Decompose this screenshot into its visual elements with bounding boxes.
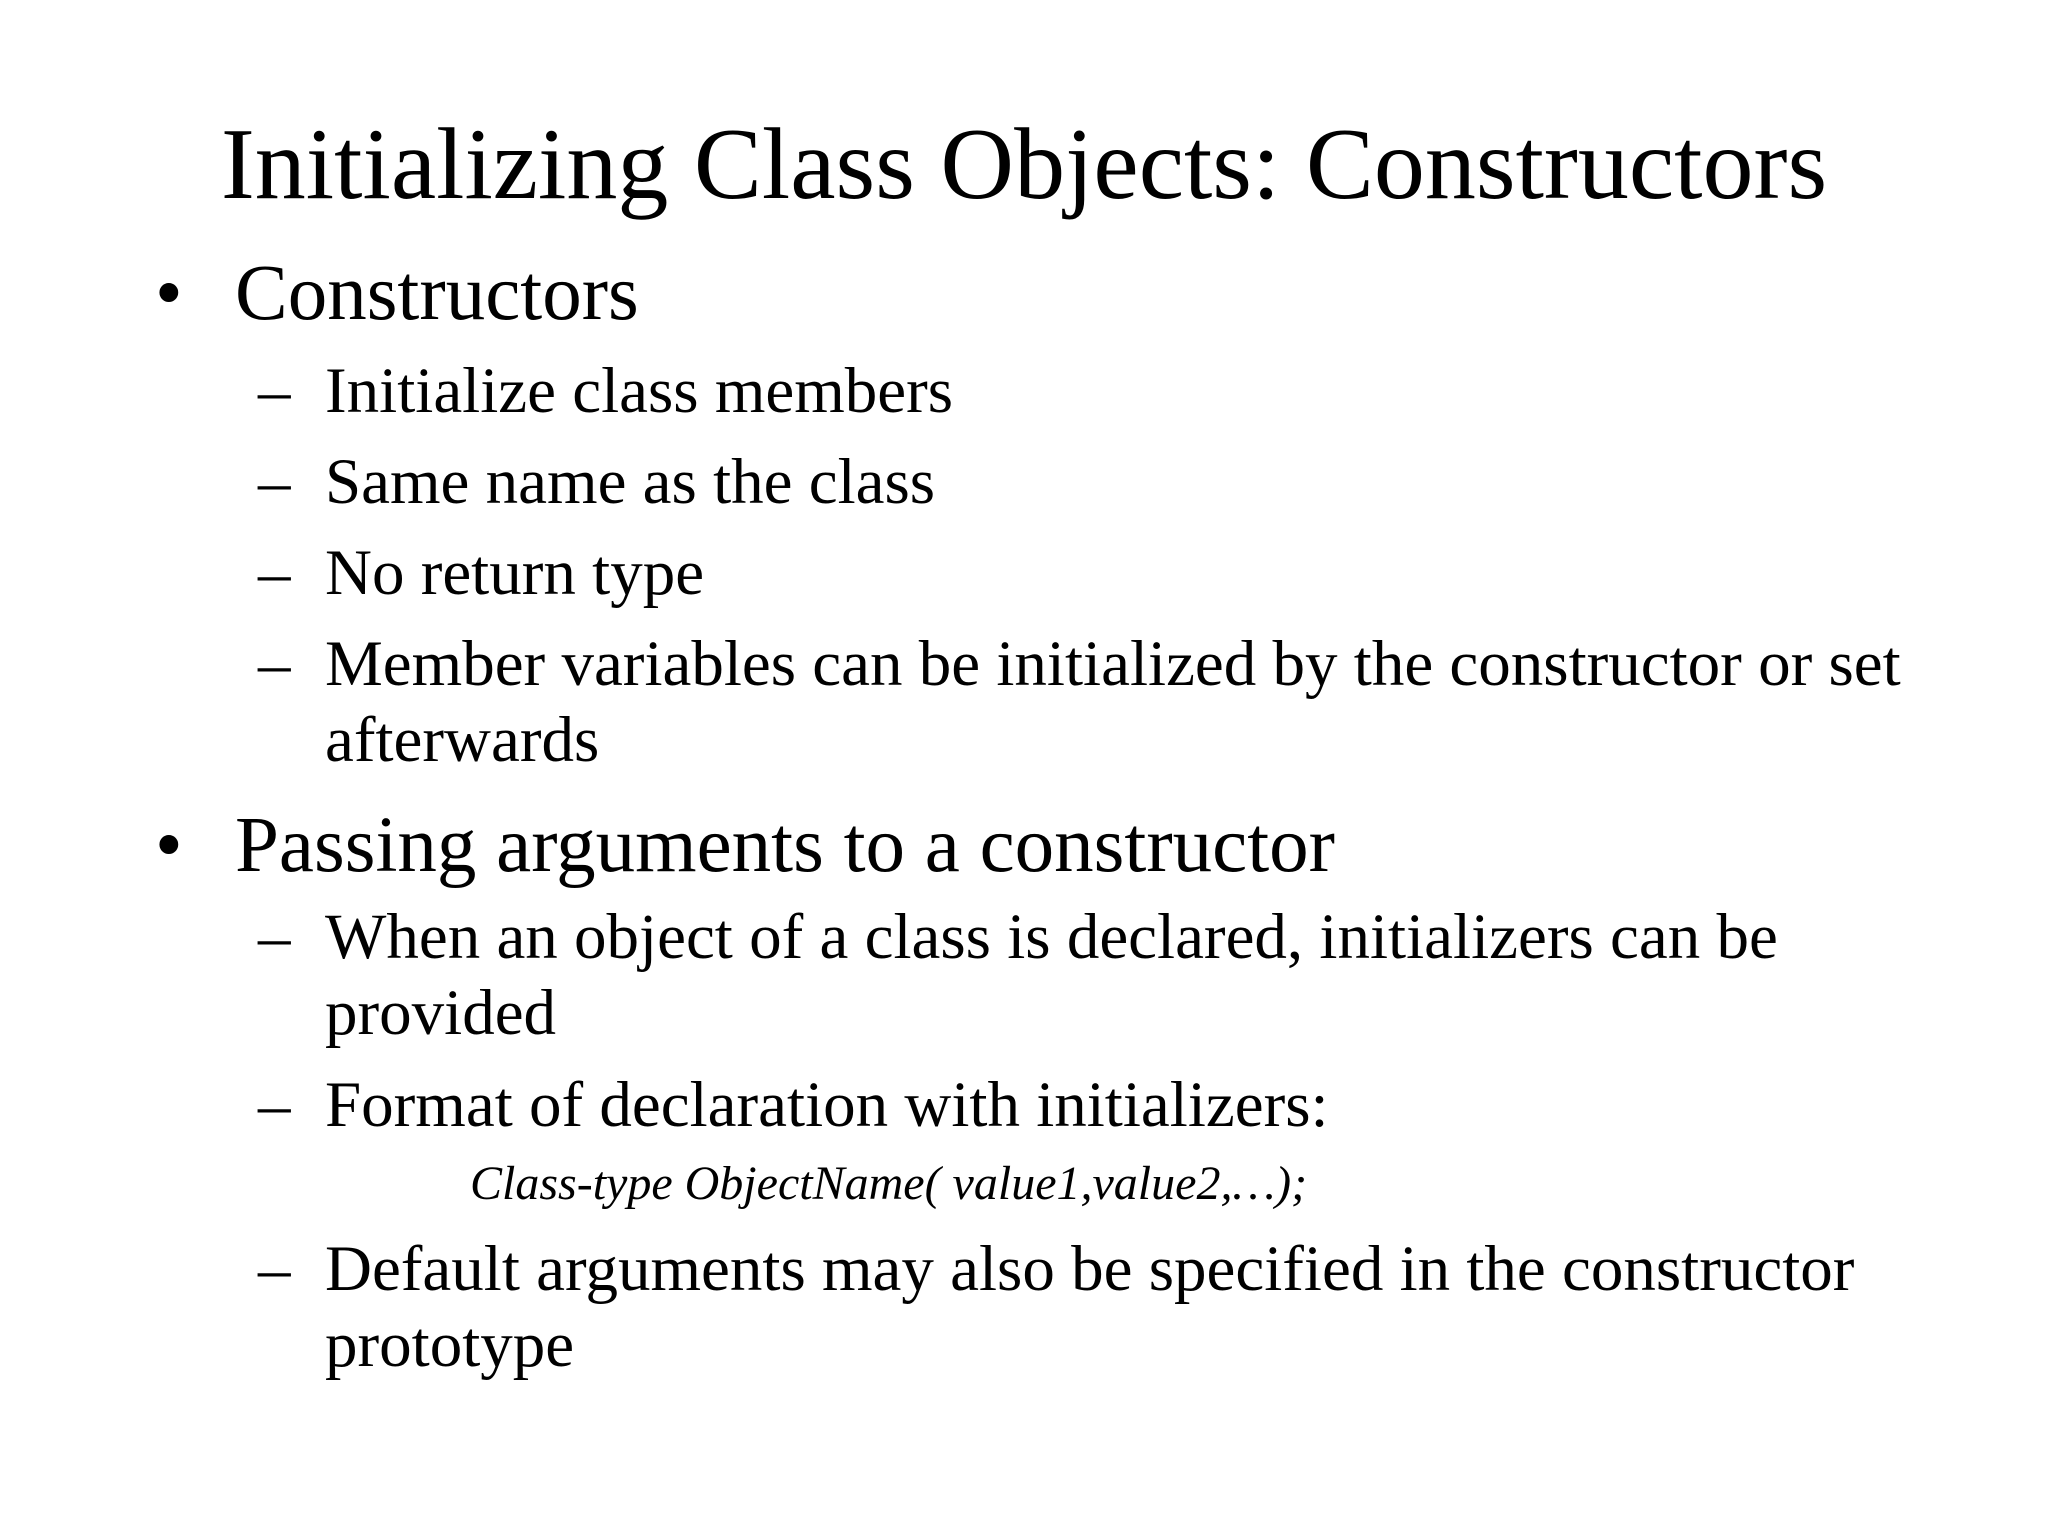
bullet-passing-arguments <box>155 800 1335 892</box>
bullet-dot-icon: • <box>155 250 183 337</box>
dash-icon: – <box>258 901 291 973</box>
sub-item <box>258 353 1978 429</box>
slide-title: Initializing Class Objects: Constructors <box>220 108 1828 221</box>
bullet-text: Constructors <box>235 250 639 337</box>
sub-item-text: No return type <box>325 537 705 609</box>
sub-item-text: When an object of a class is declared, initializers can be provided <box>325 901 1778 1049</box>
sub-item <box>258 626 1978 778</box>
sub-item <box>258 1231 1978 1383</box>
sub-item <box>258 899 1978 1051</box>
sub-item-text: Initialize class members <box>325 355 954 427</box>
sub-item-text: Default arguments may also be specified in the constructor prototype <box>325 1233 1855 1381</box>
bullet-constructors <box>155 248 639 340</box>
sub-item-text: Member variables can be initialized by the constructor or set afterwards <box>325 628 1901 776</box>
code-example: Class-type ObjectName( value1,value2,…); <box>470 1157 1308 1210</box>
sub-item-text: Format of declaration with initializers: <box>325 1069 1329 1141</box>
sub-item-text: Same name as the class <box>325 446 936 518</box>
dash-icon: – <box>258 628 291 700</box>
dash-icon: – <box>258 1233 291 1305</box>
dash-icon: – <box>258 446 291 518</box>
dash-icon: – <box>258 355 291 427</box>
dash-icon: – <box>258 537 291 609</box>
sub-item <box>258 1067 1978 1143</box>
sub-item <box>258 535 1978 611</box>
sub-item <box>258 444 1978 520</box>
dash-icon: – <box>258 1069 291 1141</box>
bullet-dot-icon: • <box>155 802 183 889</box>
bullet-text: Passing arguments to a constructor <box>235 802 1335 889</box>
